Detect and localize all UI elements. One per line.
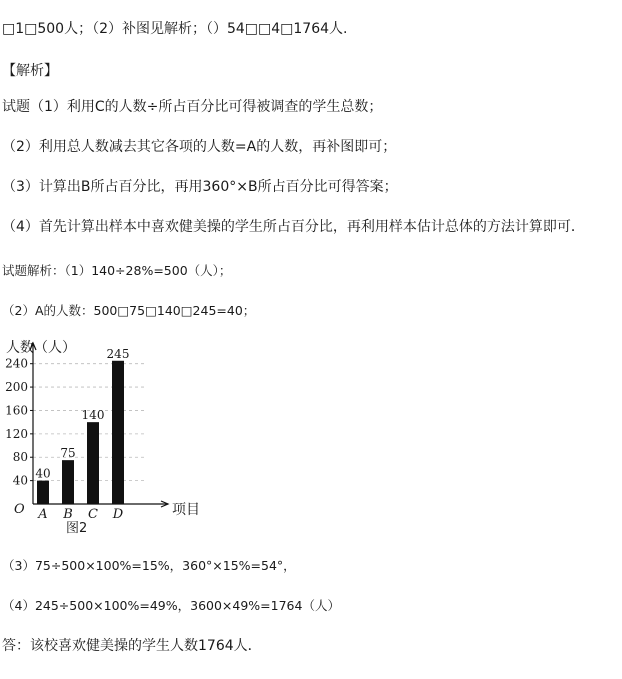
solution-step-4: （4）245÷500×100%=49%，3600×49%=1764（人） [2,598,340,613]
y-axis-title: 人数（人） [6,340,76,356]
chart-caption: 图2 [66,521,88,536]
y-tick-label: 40 [12,473,28,488]
analysis-heading: 【解析】 [2,63,58,79]
answer-summary: □1□500人；（2）补图见解析；（）54□□4□1764人. [2,21,348,37]
origin-label: O [14,502,25,517]
y-tick-label: 240 [5,356,28,371]
x-tick-label: B [63,507,73,522]
x-axis-title: 项目 [172,502,200,518]
bar-value-label: 75 [60,446,76,461]
bar-value-label: 140 [81,408,105,423]
x-tick-label: C [88,507,98,522]
bar-d [112,361,124,504]
bar-value-label: 40 [35,466,51,481]
x-tick-label: D [112,507,124,522]
y-tick-label: 200 [5,380,28,395]
x-tick-label: A [38,507,48,522]
y-tick-label: 160 [5,403,28,418]
bar-c [87,422,99,504]
bar-value-label: 245 [106,346,130,361]
bar-chart [0,332,260,537]
solution-step-1: 试题解析：（1）140÷28%=500（人）； [2,263,232,278]
y-tick-label: 120 [5,426,28,441]
analysis-step-2: （2）利用总人数减去其它各项的人数=A的人数，再补图即可； [2,139,397,155]
y-tick-label: 80 [12,450,28,465]
analysis-step-1: 试题（1）利用C的人数÷所占百分比可得被调查的学生总数； [2,99,383,115]
solution-step-3: （3）75÷500×100%=15%，360°×15%=54°， [2,558,296,573]
analysis-step-4: （4）首先计算出样本中喜欢健美操的学生所占百分比，再利用样本估计总体的方法计算即可． [2,219,585,235]
final-answer: 答：该校喜欢健美操的学生人数1764人． [2,638,262,654]
bar-a [37,481,49,504]
bar-b [62,460,74,504]
solution-step-2: （2）A的人数：500□75□140□245=40； [2,303,256,318]
analysis-step-3: （3）计算出B所占百分比，再用360°×B所占百分比可得答案； [2,179,398,195]
